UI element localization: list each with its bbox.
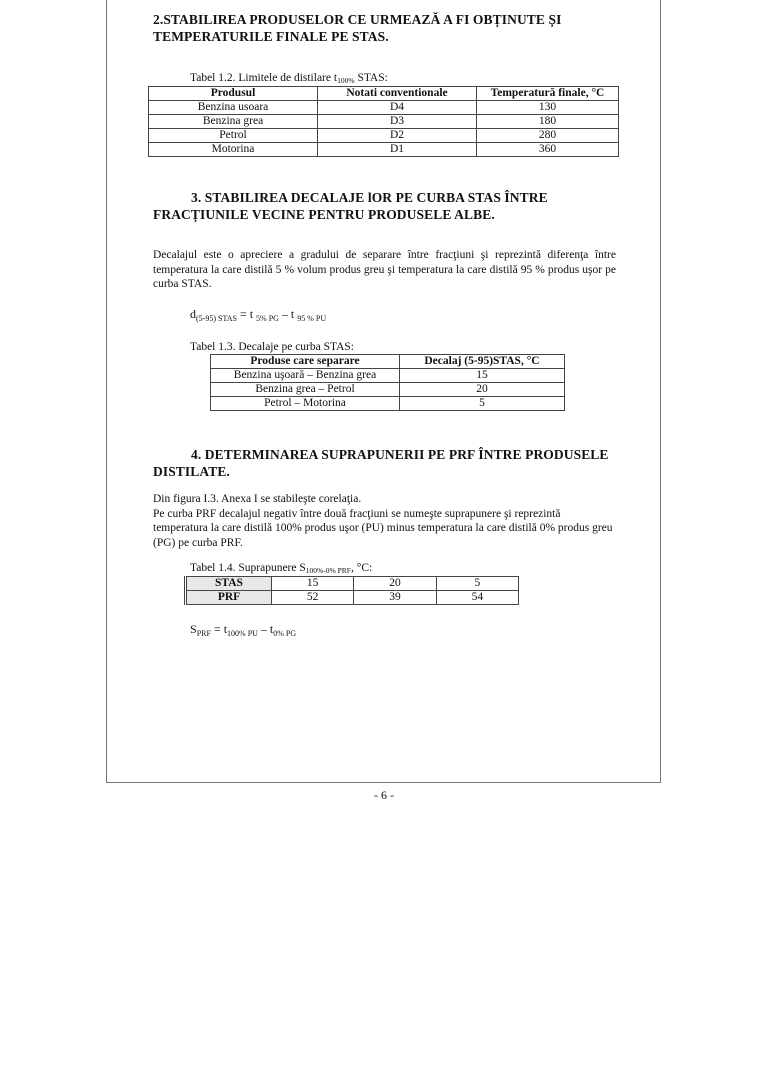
formula-decalaj: $d_{(5-95) STAS} = t$ $_{5\% PG}$ – t $_{95 \% PU}$ bbox=[190, 307, 327, 323]
table-cell: 15 bbox=[400, 369, 565, 383]
section-4-title: 4. DETERMINAREA SUPRAPUNERII PE PRF ÎNTRE PRODUSELE DISTILATE. bbox=[153, 447, 609, 479]
table-row-label: STAS bbox=[186, 577, 272, 591]
table-cell: 5 bbox=[436, 577, 518, 591]
table-row bbox=[149, 143, 619, 157]
section-3-paragraph: Decalajul este o apreciere a gradului de separare între fracţiuni şi reprezintă diferenţa între temperatura la care distilă 5 % volum produs greu şi temperatura la care distilă 95 % produs uşor pe curba STAS. bbox=[153, 249, 616, 290]
page-number: - 6 - bbox=[374, 788, 394, 802]
table-cell: 360 bbox=[477, 143, 619, 157]
table-row bbox=[186, 591, 519, 605]
table-cell: 54 bbox=[436, 591, 518, 605]
table-row bbox=[211, 383, 565, 397]
table-cell: Benzina uşoară – Benzina grea bbox=[211, 369, 400, 383]
table-row bbox=[211, 397, 565, 411]
table-row bbox=[211, 369, 565, 383]
table-cell: Benzina grea bbox=[149, 115, 318, 129]
formula-suprapunere: $S_{PRF} = t_{100\% PU} - t_{0\% PG}$ bbox=[190, 622, 297, 638]
table-1-2 bbox=[148, 86, 619, 157]
section-3 bbox=[153, 189, 616, 223]
table-cell: 20 bbox=[400, 383, 565, 397]
table-header-cell: Produse care separare bbox=[211, 355, 400, 369]
table-cell: D3 bbox=[318, 115, 477, 129]
table-cell: D2 bbox=[318, 129, 477, 143]
table-header-row bbox=[149, 87, 619, 101]
table-1-4 bbox=[184, 576, 519, 605]
table-row bbox=[149, 115, 619, 129]
table-cell: 280 bbox=[477, 129, 619, 143]
table-cell: 180 bbox=[477, 115, 619, 129]
table-cell: 20 bbox=[354, 577, 436, 591]
section-2 bbox=[153, 11, 616, 45]
table-row-label: PRF bbox=[186, 591, 272, 605]
table-cell: 52 bbox=[272, 591, 354, 605]
table-cell: 130 bbox=[477, 101, 619, 115]
table-cell: Motorina bbox=[149, 143, 318, 157]
table-header-cell: Produsul bbox=[149, 87, 318, 101]
table-1-4-caption: Tabel 1.4. Suprapunere $S_{100\%-0\% PRF}$, °C: bbox=[190, 562, 373, 575]
table-row bbox=[186, 577, 519, 591]
table-row bbox=[149, 101, 619, 115]
section-4-body bbox=[153, 492, 616, 550]
table-cell: Benzina usoara bbox=[149, 101, 318, 115]
table-1-3-caption: Tabel 1.3. Decalaje pe curba STAS: bbox=[190, 341, 355, 353]
section-3-body bbox=[153, 248, 616, 292]
section-4-paragraph: Pe curba PRF decalajul negativ între două fracţiuni se numeşte suprapunere şi reprezintă temperatura la care distilă 100% produs uşor (PU) minus temperatura la care distilă 0% produs greu (PG) pe curba PRF. bbox=[153, 507, 613, 549]
table-cell: Benzina grea – Petrol bbox=[211, 383, 400, 397]
table-cell: Petrol – Motorina bbox=[211, 397, 400, 411]
section-4 bbox=[153, 446, 616, 480]
table-header-row bbox=[211, 355, 565, 369]
section-2-title: 2.STABILIREA PRODUSELOR CE URMEAZĂ A FI OBȚINUTE ȘI TEMPERATURILE FINALE PE STAS. bbox=[153, 12, 562, 44]
table-row bbox=[149, 129, 619, 143]
table-cell: 15 bbox=[272, 577, 354, 591]
table-header-cell: Temperatură finale, °C bbox=[477, 87, 619, 101]
table-cell: D1 bbox=[318, 143, 477, 157]
table-cell: 39 bbox=[354, 591, 436, 605]
table-cell: D4 bbox=[318, 101, 477, 115]
section-3-title: 3. STABILIREA DECALAJE lOR PE CURBA STAS ÎNTRE FRACȚIUNILE VECINE PENTRU PRODUSELE ALBE. bbox=[153, 190, 548, 222]
table-cell: 5 bbox=[400, 397, 565, 411]
table-header-cell: Decalaj (5-95)STAS, °C bbox=[400, 355, 565, 369]
section-4-line: Din figura I.3. Anexa I se stabileşte corelaţia. bbox=[153, 493, 362, 505]
table-1-2-caption: Tabel 1.2. Limitele de distilare $t_{100\%}$ STAS: bbox=[190, 72, 388, 85]
table-cell: Petrol bbox=[149, 129, 318, 143]
table-header-cell: Notati conventionale bbox=[318, 87, 477, 101]
table-1-3 bbox=[210, 354, 565, 411]
